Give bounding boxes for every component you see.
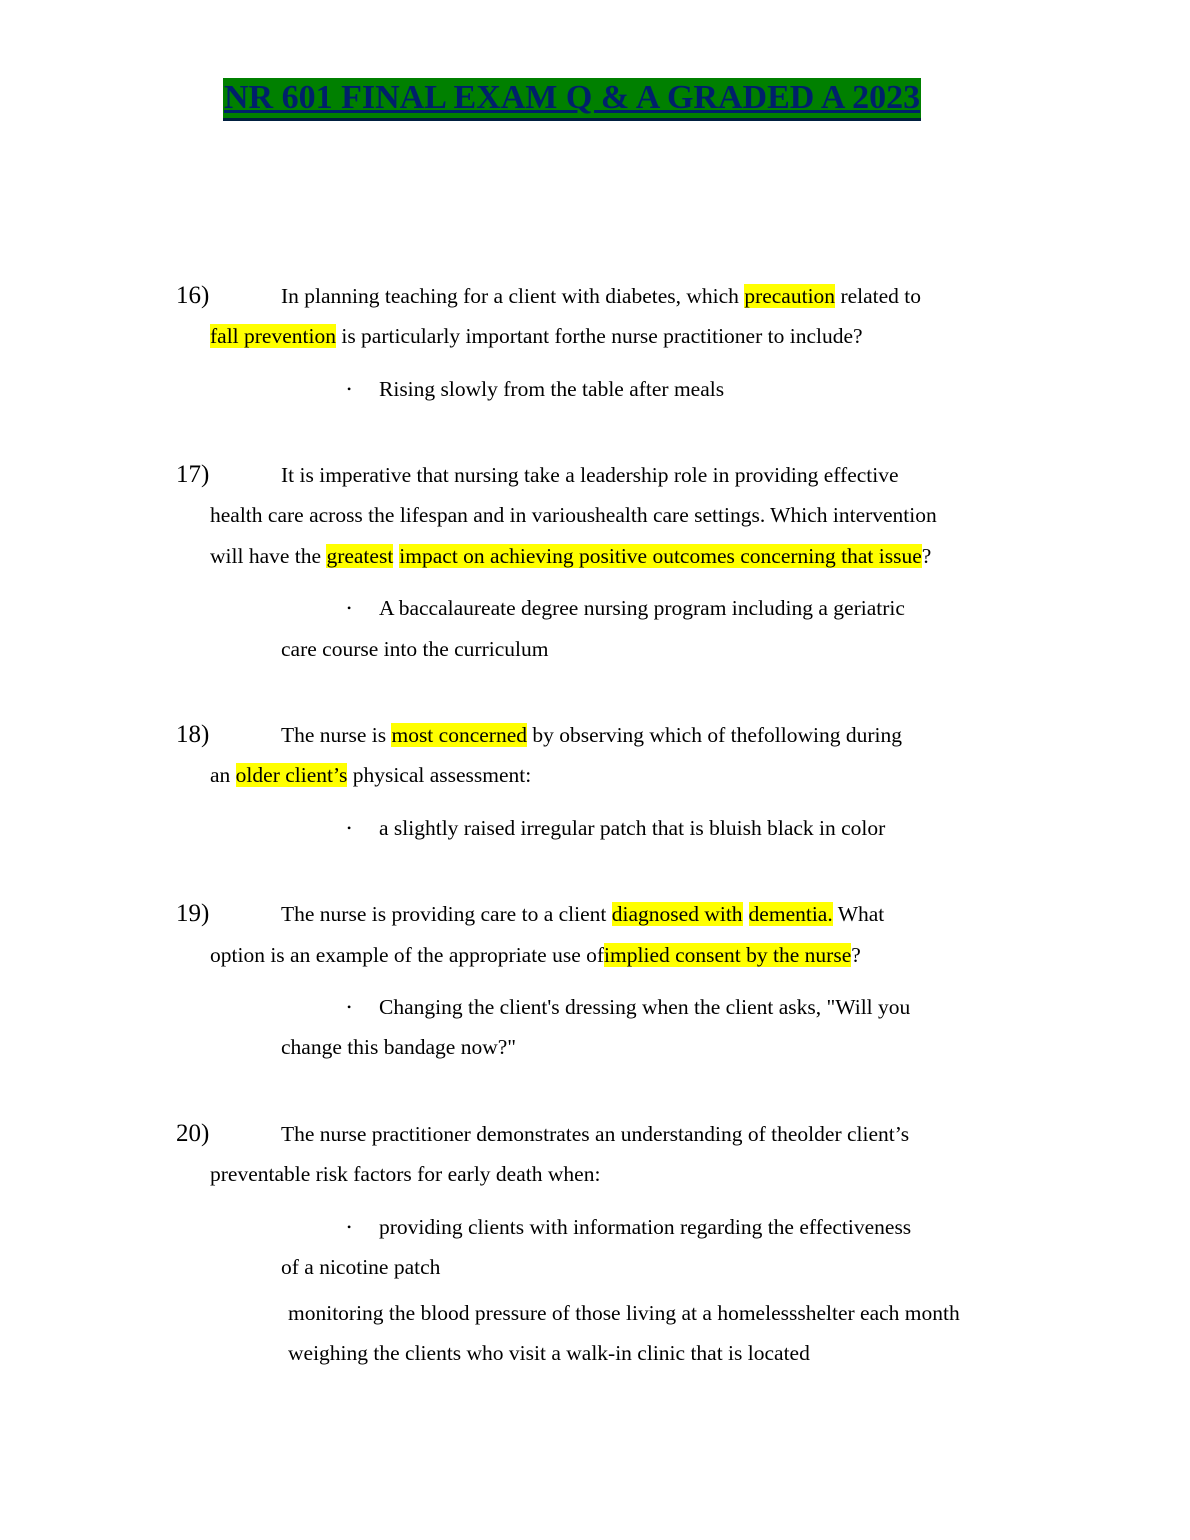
bullet-icon: • <box>347 1000 352 1014</box>
bullet-icon: • <box>347 1220 352 1234</box>
answer-16: Rising slowly from the table after meals <box>379 377 725 401</box>
question-16-line-2 <box>210 323 863 349</box>
answer-20-line-1: providing clients with information regarding the effectiveness <box>379 1215 912 1239</box>
page-title: NR 601 FINAL EXAM Q & A GRADED A 2023 <box>223 78 921 121</box>
question-number-16: 16) <box>176 282 210 309</box>
answer-19-line-1: Changing the client's dressing when the client asks, "Will you <box>379 995 911 1019</box>
bullet-icon: • <box>347 382 352 396</box>
question-18-text: The nurse is <box>281 723 392 747</box>
question-18-line-1 <box>281 722 902 748</box>
question-17-text: will have the <box>210 544 327 568</box>
question-18-text: physical assessment: <box>347 763 532 787</box>
question-18-line-2 <box>210 762 531 788</box>
answer-19-line-2: change this bandage now?" <box>281 1035 517 1059</box>
question-19-text: What <box>832 902 885 926</box>
question-18-text: an <box>210 763 236 787</box>
highlight-precaution: precaution <box>744 284 836 308</box>
answer-20-extra-line-1: monitoring the blood pressure of those living at a homelessshelter each month <box>288 1301 960 1325</box>
answer-18: a slightly raised irregular patch that is bluish black in color <box>379 816 886 840</box>
question-17-line-2: health care across the lifespan and in varioushealth care settings. Which intervention <box>210 503 937 527</box>
question-19-text: The nurse is providing care to a client <box>281 902 612 926</box>
answer-20-extra-line-2: weighing the clients who visit a walk-in clinic that is located <box>288 1341 810 1365</box>
highlight-implied-consent: implied consent by the nurse <box>604 943 852 967</box>
question-19-text: option is an example of the appropriate use of <box>210 943 605 967</box>
question-20-line-1: The nurse practitioner demonstrates an understanding of theolder client’s <box>281 1122 910 1146</box>
question-number-17: 17) <box>176 461 210 488</box>
highlight-dementia: dementia. <box>748 902 833 926</box>
question-20-line-2: preventable risk factors for early death when: <box>210 1162 601 1186</box>
question-number-19: 19) <box>176 900 210 927</box>
question-19-line-1 <box>281 901 884 927</box>
highlight-diagnosed-with: diagnosed with <box>611 902 743 926</box>
question-17-text: ? <box>921 544 932 568</box>
highlight-fall-prevention: fall prevention <box>210 324 336 348</box>
highlight-impact: impact on achieving positive outcomes concerning that issue <box>399 544 922 568</box>
question-19-text: ? <box>851 943 861 967</box>
highlight-older-client: older client’s <box>235 763 348 787</box>
question-number-18: 18) <box>176 721 210 748</box>
answer-17-line-2: care course into the curriculum <box>281 637 549 661</box>
question-number-20: 20) <box>176 1120 210 1147</box>
question-18-text: by observing which of thefollowing during <box>527 723 903 747</box>
question-16-text: related to <box>835 284 922 308</box>
question-16-line-1 <box>281 283 921 309</box>
highlight-most-concerned: most concerned <box>391 723 527 747</box>
question-19-line-2 <box>210 942 861 968</box>
highlight-greatest: greatest <box>326 544 394 568</box>
answer-17-line-1: A baccalaureate degree nursing program including a geriatric <box>379 596 905 620</box>
answer-20-line-2: of a nicotine patch <box>281 1255 441 1279</box>
question-17-line-3 <box>210 543 931 569</box>
question-16-text: is particularly important forthe nurse practitioner to include? <box>335 324 863 348</box>
question-17-line-1: It is imperative that nursing take a leadership role in providing effective <box>281 463 899 487</box>
bullet-icon: • <box>347 821 352 835</box>
bullet-icon: • <box>347 601 352 615</box>
question-16-text: In planning teaching for a client with diabetes, which <box>281 284 745 308</box>
